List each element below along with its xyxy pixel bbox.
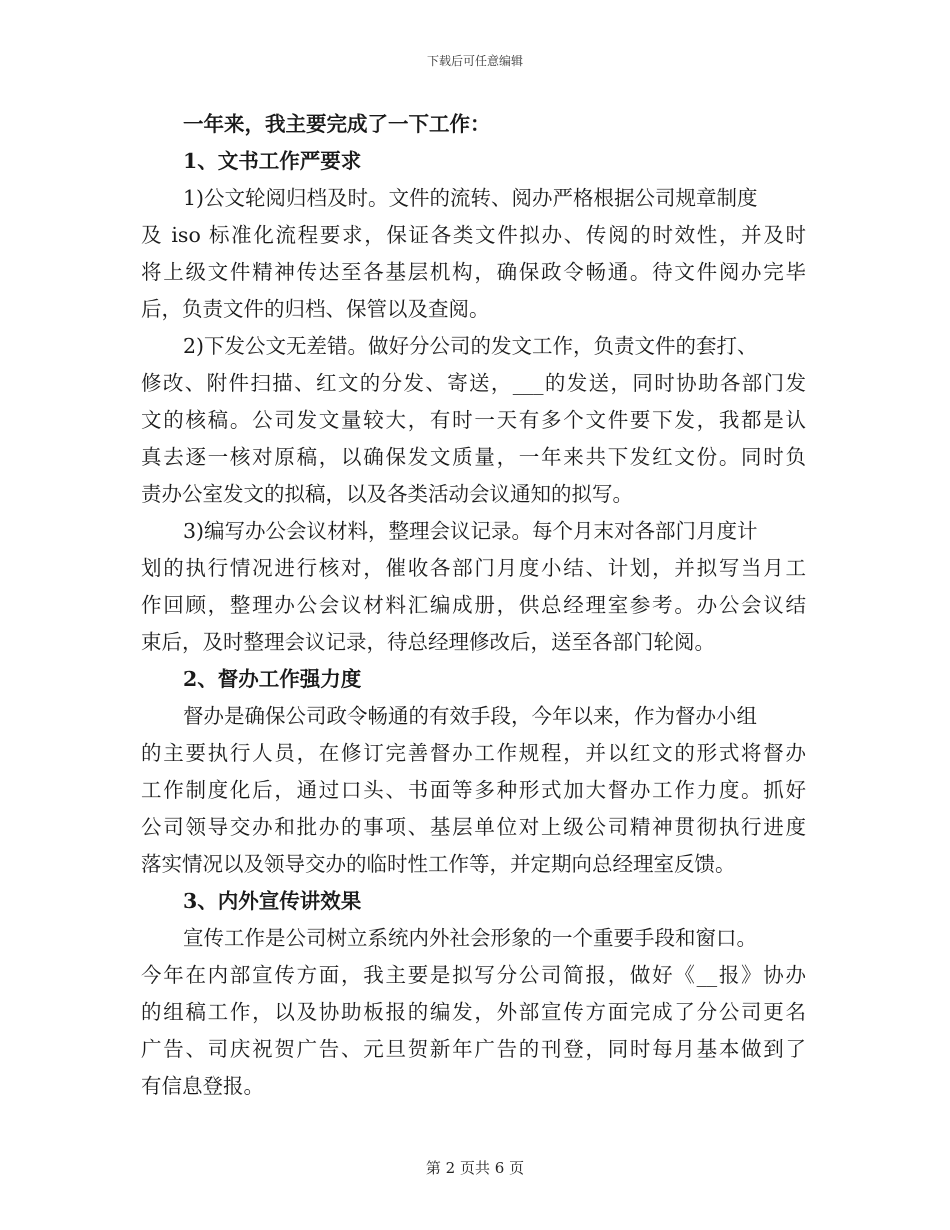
- paragraph-line: 公司领导交办和批办的事项、基层单位对上级公司精神贯彻执行进度: [141, 815, 806, 839]
- paragraph-line: 真去逐一核对原稿，以确保发文质量，一年来共下发红文份。同时负: [141, 445, 806, 469]
- paragraph-line: 责办公室发文的拟稿，以及各类活动会议通知的拟写。: [141, 482, 633, 506]
- paragraph-line: 划的执行情况进行核对，催收各部门月度小结、计划，并拟写当月工: [141, 556, 806, 580]
- section-heading: 一年来，我主要完成了一下工作：: [183, 112, 491, 136]
- paragraph-line: 3)编写办公会议材料，整理会议记录。每个月末对各部门月度计: [183, 519, 758, 543]
- paragraph-line: 2)下发公文无差错。做好分公司的发文工作，负责文件的套打、: [183, 334, 758, 358]
- section-heading: 1、文书工作严要求: [183, 149, 362, 173]
- paragraph-line: 修改、附件扫描、红文的分发、寄送，___的发送，同时协助各部门发: [141, 371, 806, 395]
- paragraph-line: 宣传工作是公司树立系统内外社会形象的一个重要手段和窗口。: [183, 926, 757, 950]
- paragraph-line: 广告、司庆祝贺广告、元旦贺新年广告的刊登，同时每月基本做到了: [141, 1037, 806, 1061]
- paragraph-line: 落实情况以及领导交办的临时性工作等，并定期向总经理室反馈。: [141, 852, 736, 876]
- page-footer: 第 2 页共 6 页: [425, 1159, 525, 1177]
- paragraph-line: 的主要执行人员，在修订完善督办工作规程，并以红文的形式将督办: [141, 741, 806, 765]
- paragraph-line: 督办是确保公司政令畅通的有效手段，今年以来，作为督办小组: [183, 704, 757, 728]
- page-header: 下载后可任意编辑: [426, 54, 523, 68]
- paragraph-line: 今年在内部宣传方面，我主要是拟写分公司简报，做好《__报》协办: [141, 963, 806, 987]
- paragraph-line: 束后，及时整理会议记录，待总经理修改后，送至各部门轮阅。: [141, 630, 715, 654]
- document-body: [141, 106, 806, 1105]
- paragraph-line: 有信息登报。: [141, 1074, 264, 1098]
- section-heading: 3、内外宣传讲效果: [183, 889, 362, 913]
- paragraph-line: 文的核稿。公司发文量较大，有时一天有多个文件要下发，我都是认: [141, 408, 806, 432]
- paragraph-line: 工作制度化后，通过口头、书面等多种形式加大督办工作力度。抓好: [141, 778, 806, 802]
- paragraph-line: 及 iso 标准化流程要求，保证各类文件拟办、传阅的时效性，并及时: [141, 223, 806, 247]
- section-heading: 2、督办工作强力度: [183, 667, 362, 691]
- paragraph-line: 将上级文件精神传达至各基层机构，确保政令畅通。待文件阅办完毕: [141, 260, 806, 284]
- paragraph-line: 后，负责文件的归档、保管以及查阅。: [141, 297, 490, 321]
- paragraph-line: 作回顾，整理办公会议材料汇编成册，供总经理室参考。办公会议结: [141, 593, 806, 617]
- paragraph-line: 1)公文轮阅归档及时。文件的流转、阅办严格根据公司规章制度: [183, 186, 758, 210]
- paragraph-line: 的组稿工作，以及协助板报的编发，外部宣传方面完成了分公司更名: [141, 1000, 806, 1024]
